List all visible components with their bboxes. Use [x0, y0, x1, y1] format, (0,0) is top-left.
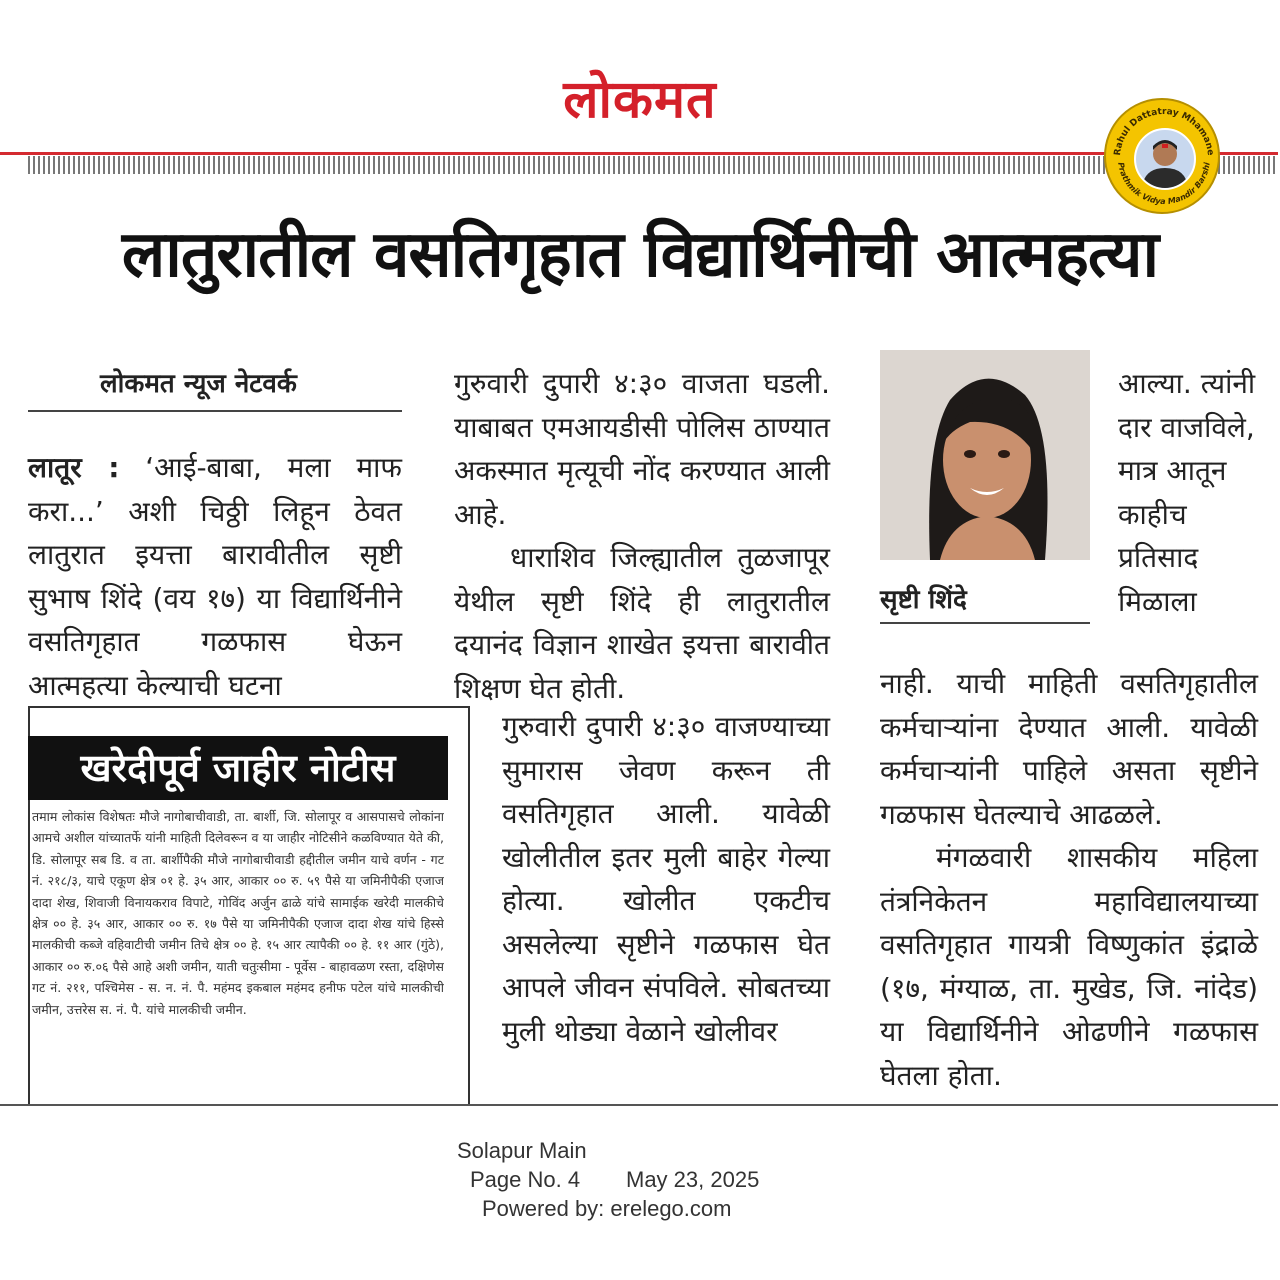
profile-badge — [1104, 98, 1220, 214]
avatar-icon — [1136, 130, 1194, 188]
photo-caption: सृष्टी शिंदे — [880, 585, 967, 615]
byline: लोकमत न्यूज नेटवर्क — [100, 369, 297, 399]
caption-rule — [880, 622, 1090, 624]
powered-by: Powered by: erelego.com — [482, 1196, 732, 1221]
avatar — [1134, 128, 1196, 190]
column-2-lower — [502, 705, 830, 1053]
newspaper-logo: लोकमत — [563, 70, 717, 130]
byline-rule — [28, 410, 402, 412]
column-2 — [454, 362, 830, 710]
paragraph-6: नाही. याची माहिती वसतिगृहातील कर्मचाऱ्यांना देण्यात आली. यावेळी कर्मचाऱ्यांनी पाहिले असता सृष्टीने गळफास घेतल्याचे आढळले. — [880, 667, 1258, 831]
student-photo — [880, 350, 1090, 560]
edition-name: Solapur Main — [457, 1138, 587, 1163]
column-1 — [28, 446, 402, 707]
paragraph-3: धाराशिव जिल्ह्यातील तुळजापूर येथील सृष्टी शिंदे ही लातुरातील दयानंद विज्ञान शाखेत इयत्ता बारावीत शिक्षण घेत होती. — [454, 541, 830, 705]
paragraph-5: आल्या. त्यांनी दार वाजविले, मात्र आतून काहीच प्रतिसाद मिळाला — [1118, 367, 1256, 618]
page-bottom-rule — [0, 1104, 1278, 1106]
masthead-rule — [0, 152, 1278, 155]
badge-top-text: Rahul Dattatray Mhamane — [1112, 106, 1215, 157]
hatched-band — [28, 156, 1278, 174]
person-photo-icon — [880, 350, 1090, 560]
paragraph-7: मंगळवारी शासकीय महिला तंत्रनिकेतन महाविद्यालयाच्या वसतिगृहात गायत्री विष्णुकांत इंद्राळे (१७, मंग्याळ, ता. मुखेड, जि. नांदेड) या विद्यार्थिनीने ओढणीने गळफास घेतला होता. — [880, 841, 1258, 1092]
paragraph-4: गुरुवारी दुपारी ४:३० वाजण्याच्या सुमारास जेवण करून ती वसतिगृहात आली. यावेळी खोलीतील इतर मुली बाहेर गेल्या होत्या. खोलीत एकटीच असलेल्या सृष्टीने गळफास घेत आपले जीवन संपविले. सोबतच्या मुली थोड्या वेळाने खोलीवर — [502, 710, 830, 1048]
paragraph-1: ‘आई-बाबा, मला माफ करा...’ अशी चिठ्ठी लिहून ठेवत लातुरात इयत्ता बारावीतील सृष्टी सुभाष शिंदे (वय १७) या विद्यार्थिनीने वसतिगृहात गळफास घेऊन आत्महत्या केल्याची घटना — [28, 451, 402, 702]
badge-bottom-text: Prathmik Vidya Mandir Barshi — [1116, 161, 1212, 207]
publish-date: May 23, 2025 — [626, 1167, 760, 1192]
page-number: Page No. 4 — [470, 1167, 581, 1192]
column-3-side — [1118, 362, 1258, 623]
article-headline: लातुरातील वसतिगृहात विद्यार्थिनीची आत्महत्या — [121, 218, 1159, 292]
dateline: लातूर : — [28, 451, 120, 484]
paragraph-2: गुरुवारी दुपारी ४:३० वाजता घडली. याबाबत एमआयडीसी पोलिस ठाण्यात अकस्मात मृत्यूची नोंद करण्यात आली आहे. — [454, 367, 830, 531]
notice-body: तमाम लोकांस विशेषतः मौजे नागोबाचीवाडी, ता. बार्शी, जि. सोलापूर व आसपासचे लोकांना आमचे अशील यांच्यातर्फे यांनी माहिती दिलेवरून व या जाहीर नोटिसीने कळविण्यात येते की, डि. सोलापूर सब डि. व ता. बार्शीपैकी मौजे नागोबाचीवाडी हद्दीतील जमीन याचे वर्णन - गट नं. २१८/३, याचे एकूण क्षेत्र ०१ हे. ३५ आर, आकार ०० रु. ५९ पैसे या जमिनीपैकी एजाज दादा शेख, शिवाजी विनायकराव विपाटे, गोविंद अर्जुन ढाळे यांचे सामाईक खरेदी मालकीचे क्षेत्र ०० हे. ३५ आर, आकार ०० रु. १७ पैसे या जमिनीपैकी एजाज दादा शेख यांचे हिस्से मालकीची कब्जे वहिवाटीची जमीन तिचे क्षेत्र ०० हे. १५ आर त्यापैकी ०० हे. ११ आर (गुंठे), आकार ०० रु.०६ पैसे आहे अशी जमीन, याती चतुःसीमा - पूर्वेस - बाहावळण रस्ता, दक्षिणेस गट नं. २११, पश्चिमेस - स. न. नं. पै. महंमद इकबाल महंमद हनीफ पटेल यांचे मालकीची जमीन, उत्तरेस स. नं. पै. यांचे मालकीची जमीन. — [32, 809, 444, 1017]
column-3 — [880, 662, 1258, 1097]
notice-title: खरेदीपूर्व जाहीर नोटीस — [28, 736, 448, 800]
